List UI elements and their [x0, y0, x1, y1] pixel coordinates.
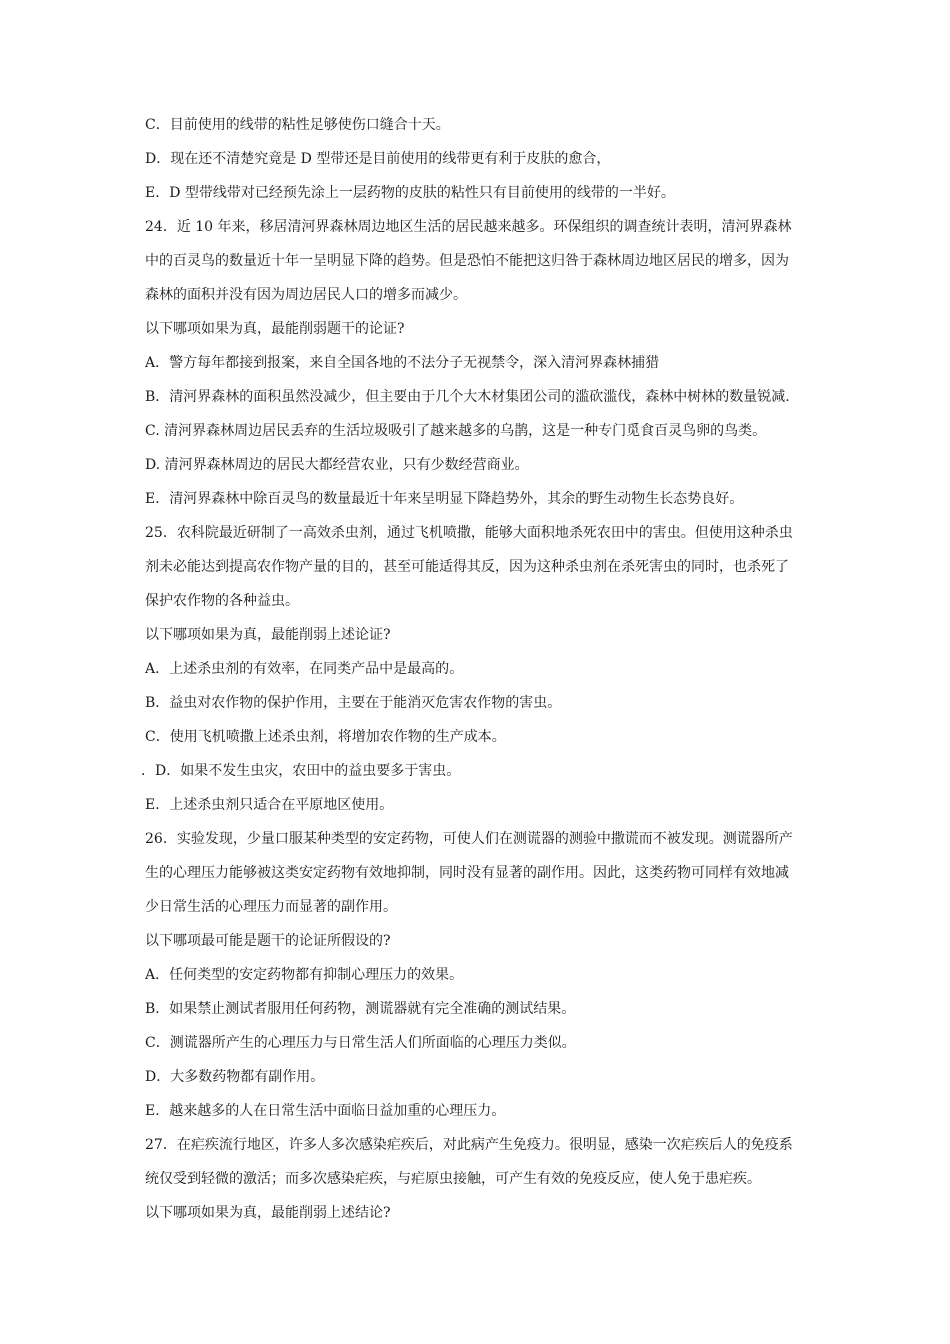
question-26-prompt: 以下哪项最可能是题干的论证所假设的? — [145, 933, 391, 949]
question-25-prompt: 以下哪项如果为真，最能削弱上述论证? — [145, 627, 391, 643]
question-24-line-1: 24．近 10 年来，移居清河界森林周边地区生活的居民越来越多。环保组织的调查统计表明，清河界森林 — [145, 219, 792, 235]
option-b-q24: B．清河界森林的面积虽然没减少，但主要由于几个大木材集团公司的滥砍滥伐，森林中树林的数量锐减. — [145, 389, 790, 405]
option-c-q23: C．目前使用的线带的粘性足够使伤口缝合十天。 — [145, 117, 450, 133]
option-a-q25: A．上述杀虫剂的有效率，在同类产品中是最高的。 — [145, 661, 464, 677]
option-b-q25: B．益虫对农作物的保护作用，主要在于能消灭危害农作物的害虫。 — [145, 695, 562, 711]
question-27-prompt: 以下哪项如果为真，最能削弱上述结论? — [145, 1205, 391, 1221]
option-c-q26: C．测谎器所产生的心理压力与日常生活人们所面临的心理压力类似。 — [145, 1035, 576, 1051]
option-e-q25: E．上述杀虫剂只适合在平原地区使用。 — [145, 797, 394, 813]
option-e-q26: E．越来越多的人在日常生活中面临日益加重的心理压力。 — [145, 1103, 506, 1119]
question-25-line-1: 25．农科院最近研制了一高效杀虫剂，通过飞机喷撒，能够大面积地杀死农田中的害虫。但使用这种杀虫 — [145, 525, 793, 541]
question-26-line-2: 生的心理压力能够被这类安定药物有效地抑制，同时没有显著的副作用。因此，这类药物可同样有效地减 — [145, 865, 789, 881]
question-24-line-2: 中的百灵鸟的数量近十年一呈明显下降的趋势。但是恐怕不能把这归咎于森林周边地区居民的增多，因为 — [145, 253, 789, 269]
option-e-q24: E．清河界森林中除百灵鸟的数量最近十年来呈明显下降趋势外，其余的野生动物生长态势良好。 — [145, 491, 744, 507]
question-26-line-3: 少日常生活的心理压力而显著的副作用。 — [145, 899, 397, 915]
option-a-q24: A．警方每年都接到报案，来自全国各地的不法分子无视禁令，深入清河界森林捕猎 — [145, 355, 660, 371]
question-25-line-2: 剂未必能达到提高农作物产量的目的，甚至可能适得其反，因为这种杀虫剂在杀死害虫的同时，也杀死了 — [145, 559, 789, 575]
question-27-line-2: 统仅受到轻微的激活；而多次感染疟疾，与疟原虫接触，可产生有效的免疫反应，使人免于患疟疾。 — [145, 1171, 761, 1187]
option-d-q23: D．现在还不清楚究竟是 D 型带还是目前使用的线带更有利于皮肤的愈合， — [145, 151, 611, 167]
option-e-q23: E．D 型带线带对已经预先涂上一层药物的皮肤的粘性只有目前使用的线带的一半好。 — [145, 185, 675, 201]
question-27-line-1: 27．在疟疾流行地区，许多人多次感染疟疾后，对此病产生免疫力。很明显，感染一次疟疾后人的免疫系 — [145, 1137, 793, 1153]
option-a-q26: A．任何类型的安定药物都有抑制心理压力的效果。 — [145, 967, 464, 983]
question-24-line-3: 森林的面积并没有因为周边居民人口的增多而减少。 — [145, 287, 467, 303]
option-b-q26: B．如果禁止测试者服用任何药物，测谎器就有完全准确的测试结果。 — [145, 1001, 576, 1017]
option-d-q25: ．D．如果不发生虫灾，农田中的益虫要多于害虫。 — [141, 763, 461, 779]
option-d-q24: D. 清河界森林周边的居民大都经营农业，只有少数经营商业。 — [145, 457, 529, 473]
option-c-q25: C．使用飞机喷撒上述杀虫剂，将增加农作物的生产成本。 — [145, 729, 506, 745]
question-25-line-3: 保护农作物的各种益虫。 — [145, 593, 299, 609]
option-d-q26: D．大多数药物都有副作用。 — [145, 1069, 325, 1085]
option-c-q24: C. 清河界森林周边居民丢弃的生活垃圾吸引了越来越多的乌鹊，这是一种专门觅食百灵鸟卵的鸟类。 — [145, 423, 767, 439]
question-24-prompt: 以下哪项如果为真，最能削弱题干的论证? — [145, 321, 405, 337]
question-26-line-1: 26．实验发现，少量口服某种类型的安定药物，可使人们在测谎器的测验中撒谎而不被发现。测谎器所产 — [145, 831, 793, 847]
